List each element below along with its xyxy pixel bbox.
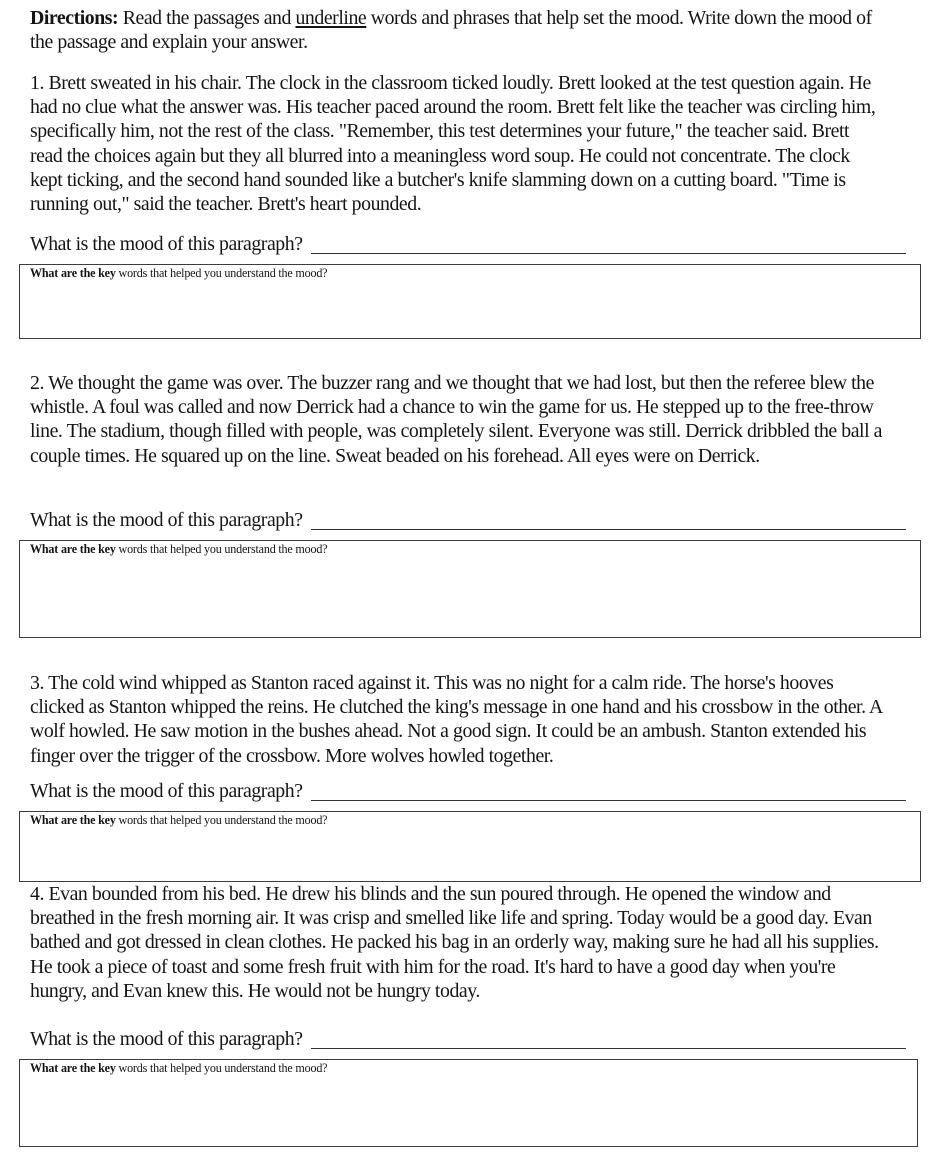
directions-text-after: words and phrases that help set the mood. Write down the mood of the passage and explain your answer.	[30, 7, 872, 54]
passage-3-mood-line	[30, 779, 906, 803]
directions-text-before: Read the passages and	[118, 7, 296, 29]
passage-1-text: 1. Brett sweated in his chair. The clock in the classroom ticked loudly. Brett looked at the test question again. He had no clue what the answer was. His teacher paced around the room. Brett felt like the teacher was circling him, specifically him, not the rest of the class. "Remember, this test determines your future," the teacher said. Brett read the choices again but they all blurred into a meaningless word soup. He could not concentrate. The clock kept ticking, and the second hand sounded like a butcher's knife slamming down on a cutting board. "Time is running out," said the teacher. Brett's heart pounded.	[30, 72, 876, 216]
passage-2-mood-line	[30, 508, 906, 532]
directions-underlined-word: underline	[295, 7, 367, 29]
passage-4-mood-question: What is the mood of this paragraph?	[30, 1028, 303, 1050]
passage-4-key-words-label	[30, 1061, 327, 1076]
passage-3-key-label-bold: What are the key	[30, 813, 116, 827]
passage-1-mood-question: What is the mood of this paragraph?	[30, 233, 303, 255]
passage-2-key-label-bold: What are the key	[30, 542, 116, 556]
passage-2-key-label-rest: words that helped you understand the mood?	[115, 542, 328, 556]
passage-3-key-words-box[interactable]	[19, 811, 921, 882]
passage-1-mood-line	[30, 232, 906, 256]
passage-2-key-words-label	[30, 542, 327, 557]
passage-2-mood-question: What is the mood of this paragraph?	[30, 509, 303, 531]
passage-1-key-label-bold: What are the key	[30, 266, 116, 280]
passage-4-key-words-box[interactable]	[19, 1059, 918, 1147]
passage-2-key-words-box[interactable]	[19, 540, 921, 638]
passage-2-text: 2. We thought the game was over. The buzzer rang and we thought that we had lost, but then the referee blew the whistle. A foul was called and now Derrick had a chance to win the game for us. He stepped up to the free-throw line. The stadium, though filled with people, was completely silent. Everyone was still. Derrick dribbled the ball a couple times. He squared up on the line. Sweat beaded on his forehead. All eyes were on Derrick.	[30, 372, 883, 467]
passage-3-mood-answer-blank[interactable]	[311, 782, 906, 801]
passage-1-key-label-rest: words that helped you understand the mood?	[115, 266, 328, 280]
passage-1-key-words-label	[30, 266, 327, 281]
passage-3-mood-question: What is the mood of this paragraph?	[30, 780, 303, 802]
directions-paragraph	[30, 6, 884, 54]
directions-label: Directions:	[30, 7, 119, 29]
passage-3-key-words-label	[30, 813, 327, 828]
passage-1-mood-answer-blank[interactable]	[311, 235, 906, 254]
passage-3-text: 3. The cold wind whipped as Stanton raced against it. This was no night for a calm ride. The horse's hooves clicked as Stanton whipped the reins. He clutched the king's message in one hand and his crossbow in the other. A wolf howled. He saw motion in the bushes ahead. Not a good sign. It could be an ambush. Stanton extended his finger over the trigger of the crossbow. More wolves howled together.	[30, 672, 882, 767]
passage-4-key-label-bold: What are the key	[30, 1061, 116, 1075]
passage-4-mood-line	[30, 1027, 906, 1051]
passage-4-key-label-rest: words that helped you understand the mood?	[115, 1061, 328, 1075]
passage-4-text: 4. Evan bounded from his bed. He drew his blinds and the sun poured through. He opened the window and breathed in the fresh morning air. It was crisp and smelled like life and spring. Today would be a good day. Evan bathed and got dressed in clean clothes. He packed his bag in an orderly way, making sure he had all his supplies. He took a piece of toast and some fresh fruit with him for the road. It's hard to have a good day when you're hungry, and Evan knew this. He would not be hungry today.	[30, 883, 879, 1002]
passage-2-mood-answer-blank[interactable]	[311, 511, 906, 530]
passage-3-key-label-rest: words that helped you understand the mood?	[115, 813, 328, 827]
passage-1-key-words-box[interactable]	[19, 264, 921, 339]
passage-4-mood-answer-blank[interactable]	[311, 1030, 906, 1049]
